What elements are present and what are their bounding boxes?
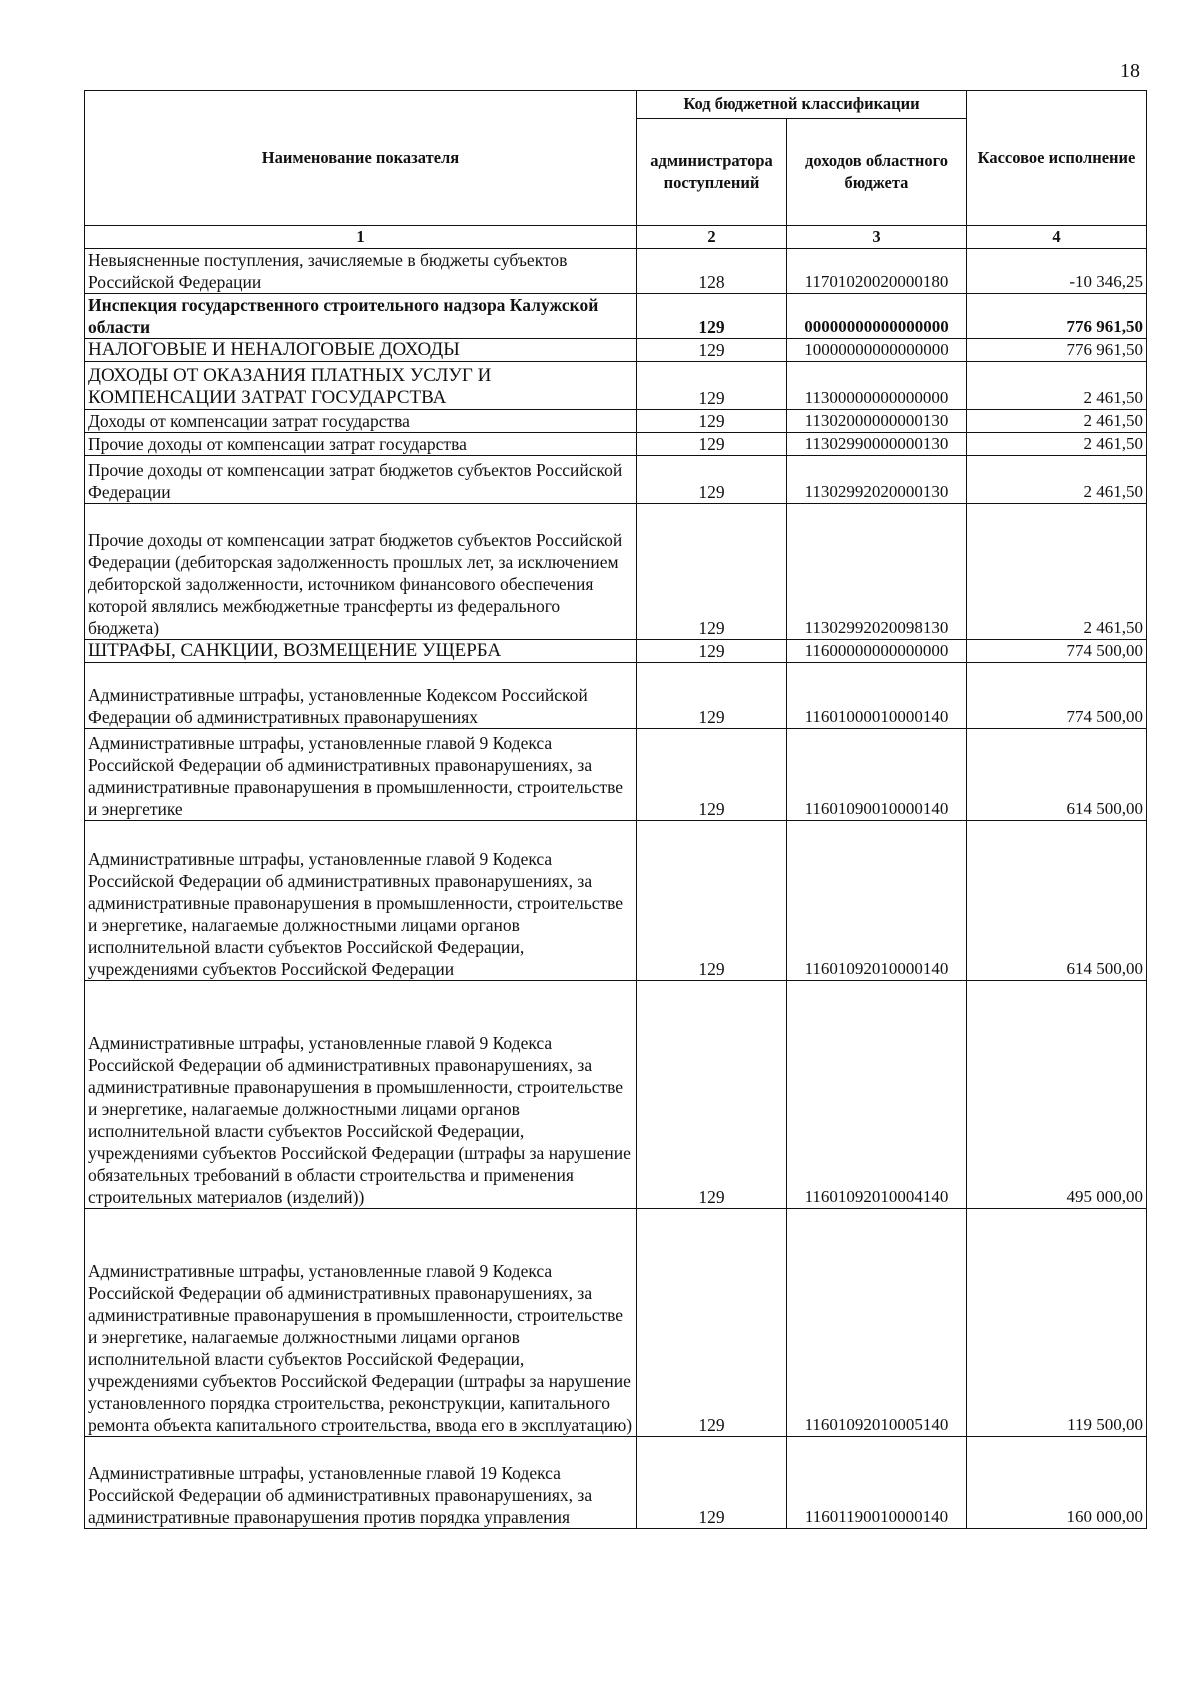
row-admin-code: 129 — [637, 663, 787, 729]
header-administrator: администратора поступлений — [637, 118, 787, 225]
row-name: Инспекция государственного строительного надзора Калужской области — [85, 294, 637, 339]
row-name: ШТРАФЫ, САНКЦИИ, ВОЗМЕЩЕНИЕ УЩЕРБА — [85, 640, 637, 663]
row-admin-code: 129 — [637, 362, 787, 410]
row-name: Прочие доходы от компенсации затрат государства — [85, 433, 637, 456]
row-amount: 2 461,50 — [967, 410, 1147, 433]
table-row — [85, 294, 1147, 339]
table-row — [85, 339, 1147, 362]
row-budget-code: 11601000010000140 — [787, 663, 967, 729]
row-name: Административные штрафы, установленные главой 9 Кодекса Российской Федерации об административных правонарушениях, за административные правонарушения в промышленности, строительстве и энергетике, налагаемые должностными лицами органов исполнительной власти субъектов Российской Федерации, учреждениями субъектов Российской Федерации — [85, 821, 637, 981]
row-budget-code: 11302990000000130 — [787, 433, 967, 456]
row-amount: 2 461,50 — [967, 456, 1147, 504]
budget-report-table — [84, 90, 1147, 1529]
column-number-4: 4 — [967, 226, 1147, 249]
row-admin-code: 129 — [637, 1437, 787, 1529]
row-amount: 774 500,00 — [967, 663, 1147, 729]
row-budget-code: 11601092010005140 — [787, 1209, 967, 1437]
header-income-code: доходов областного бюджета — [787, 118, 967, 225]
page-number: 18 — [1120, 60, 1140, 82]
row-amount: 776 961,50 — [967, 339, 1147, 362]
row-admin-code: 129 — [637, 504, 787, 640]
table-row — [85, 456, 1147, 504]
row-amount: 776 961,50 — [967, 294, 1147, 339]
row-name: Административные штрафы, установленные главой 9 Кодекса Российской Федерации об административных правонарушениях, за административные правонарушения в промышленности, строительстве и энергетике — [85, 729, 637, 821]
row-admin-code: 129 — [637, 456, 787, 504]
row-name: Административные штрафы, установленные главой 9 Кодекса Российской Федерации об административных правонарушениях, за административные правонарушения в промышленности, строительстве и энергетике, налагаемые должностными лицами органов исполнительной власти субъектов Российской Федерации, учреждениями субъектов Российской Федерации (штрафы за нарушение обязательных требований в области строительства и применения строительных материалов (изделий)) — [85, 981, 637, 1209]
row-name: Административные штрафы, установленные главой 9 Кодекса Российской Федерации об административных правонарушениях, за административные правонарушения в промышленности, строительстве и энергетике, налагаемые должностными лицами органов исполнительной власти субъектов Российской Федерации, учреждениями субъектов Российской Федерации (штрафы за нарушение установленного порядка строительства, реконструкции, капитального ремонта объекта капитального строительства, ввода его в эксплуатацию) — [85, 1209, 637, 1437]
table-row — [85, 504, 1147, 640]
row-amount: 119 500,00 — [967, 1209, 1147, 1437]
row-budget-code: 11302000000000130 — [787, 410, 967, 433]
header-name: Наименование показателя — [85, 91, 637, 226]
row-amount: 495 000,00 — [967, 981, 1147, 1209]
row-amount: 2 461,50 — [967, 433, 1147, 456]
row-amount: 614 500,00 — [967, 729, 1147, 821]
row-name: Невыясненные поступления, зачисляемые в бюджеты субъектов Российской Федерации — [85, 249, 637, 294]
row-admin-code: 129 — [637, 433, 787, 456]
row-admin-code: 128 — [637, 249, 787, 294]
row-amount: 160 000,00 — [967, 1437, 1147, 1529]
row-name: НАЛОГОВЫЕ И НЕНАЛОГОВЫЕ ДОХОДЫ — [85, 339, 637, 362]
row-name: ДОХОДЫ ОТ ОКАЗАНИЯ ПЛАТНЫХ УСЛУГ И КОМПЕНСАЦИИ ЗАТРАТ ГОСУДАРСТВА — [85, 362, 637, 410]
row-name: Административные штрафы, установленные Кодексом Российской Федерации об административных правонарушениях — [85, 663, 637, 729]
column-number-1: 1 — [85, 226, 637, 249]
row-admin-code: 129 — [637, 981, 787, 1209]
row-admin-code: 129 — [637, 339, 787, 362]
table-row — [85, 1437, 1147, 1529]
table-row — [85, 433, 1147, 456]
row-name: Прочие доходы от компенсации затрат бюджетов субъектов Российской Федерации (дебиторская задолженность прошлых лет, за исключением дебиторской задолженности, источником финансового обеспечения которой являлись межбюджетные трансферты из федерального бюджета) — [85, 504, 637, 640]
row-amount: -10 346,25 — [967, 249, 1147, 294]
table-row — [85, 410, 1147, 433]
row-amount: 2 461,50 — [967, 504, 1147, 640]
row-admin-code: 129 — [637, 1209, 787, 1437]
header-cash-execution: Кассовое исполнение — [967, 91, 1147, 226]
row-budget-code: 11300000000000000 — [787, 362, 967, 410]
row-admin-code: 129 — [637, 410, 787, 433]
row-budget-code: 11601092010000140 — [787, 821, 967, 981]
row-budget-code: 00000000000000000 — [787, 294, 967, 339]
row-admin-code: 129 — [637, 821, 787, 981]
table-row — [85, 663, 1147, 729]
table-row — [85, 821, 1147, 981]
row-amount: 774 500,00 — [967, 640, 1147, 663]
row-amount: 2 461,50 — [967, 362, 1147, 410]
row-name: Прочие доходы от компенсации затрат бюджетов субъектов Российской Федерации — [85, 456, 637, 504]
row-budget-code: 11601092010004140 — [787, 981, 967, 1209]
table-row — [85, 729, 1147, 821]
table-row — [85, 640, 1147, 663]
row-name: Административные штрафы, установленные главой 19 Кодекса Российской Федерации об административных правонарушениях, за административные правонарушения против порядка управления — [85, 1437, 637, 1529]
header-classification-code: Код бюджетной классификации — [637, 91, 967, 119]
row-name: Доходы от компенсации затрат государства — [85, 410, 637, 433]
row-amount: 614 500,00 — [967, 821, 1147, 981]
row-budget-code: 11302992020000130 — [787, 456, 967, 504]
row-budget-code: 11600000000000000 — [787, 640, 967, 663]
row-admin-code: 129 — [637, 640, 787, 663]
row-budget-code: 11302992020098130 — [787, 504, 967, 640]
row-admin-code: 129 — [637, 294, 787, 339]
table-row — [85, 249, 1147, 294]
row-budget-code: 11701020020000180 — [787, 249, 967, 294]
row-admin-code: 129 — [637, 729, 787, 821]
table-row — [85, 1209, 1147, 1437]
table-row — [85, 981, 1147, 1209]
row-budget-code: 10000000000000000 — [787, 339, 967, 362]
column-number-2: 2 — [637, 226, 787, 249]
column-number-3: 3 — [787, 226, 967, 249]
table-row — [85, 362, 1147, 410]
row-budget-code: 11601190010000140 — [787, 1437, 967, 1529]
row-budget-code: 11601090010000140 — [787, 729, 967, 821]
